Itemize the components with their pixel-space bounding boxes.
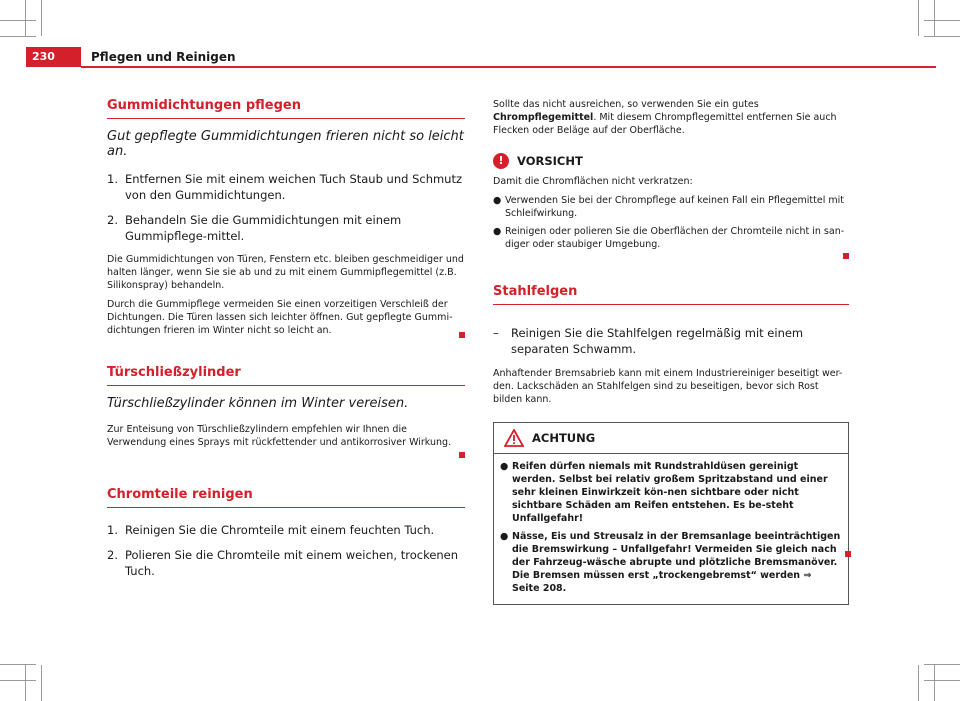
step-text: Polieren Sie die Chromteile mit einem weichen, trockenen Tuch.: [125, 548, 459, 578]
step-item: [107, 547, 465, 579]
caution-bullet: [493, 194, 849, 220]
crop-mark: [41, 665, 42, 701]
section-subheading: Gut gepflegte Gummidichtungen frieren nicht so leicht an.: [107, 129, 464, 159]
body-paragraph: Die Gummidichtungen von Türen, Fenstern etc. bleiben geschmeidiger und halten länger, wenn Sie sie ab und zu mit einem Gummipflegemittel (z.B. Silikonspray) behandeln.: [107, 254, 464, 291]
bullet-icon: ●: [493, 195, 502, 206]
body-paragraph: Anhaftender Bremsabrieb kann mit einem Industriereiniger beseitigt wer-den. Lackschäden an Stahlfelgen sind zu beseitigen, bevor sich Rost bilden kann.: [493, 368, 843, 405]
step-dash: –: [493, 326, 499, 340]
intro-text: Sollte das nicht ausreichen, so verwenden Sie ein gutes: [493, 99, 759, 110]
crop-mark: [934, 665, 935, 701]
crop-mark: [918, 0, 919, 36]
step-number: 2.: [107, 548, 118, 562]
crop-mark: [924, 664, 960, 665]
crop-mark: [924, 36, 960, 37]
warning-bullet: [500, 460, 842, 525]
crop-mark: [0, 680, 36, 681]
warning-box: [493, 422, 849, 605]
step-number: 1.: [107, 172, 118, 186]
warning-header: [494, 423, 848, 454]
step-number: 1.: [107, 523, 118, 537]
crop-mark: [924, 680, 960, 681]
end-marker-icon: [843, 253, 849, 259]
step-text: Reinigen Sie die Chromteile mit einem feuchten Tuch.: [125, 523, 435, 537]
section-subheading: Türschließzylinder können im Winter vereisen.: [107, 396, 409, 411]
crop-mark: [25, 665, 26, 701]
step-item: [107, 212, 465, 244]
header-rule: [81, 66, 936, 68]
bullet-icon: ●: [493, 226, 502, 237]
right-column: [493, 98, 849, 605]
bullet-icon: ●: [500, 461, 509, 472]
end-marker-icon: [459, 332, 465, 338]
step-text: Reinigen Sie die Stahlfelgen regelmäßig mit einem separaten Schwamm.: [511, 326, 804, 356]
step-text: Entfernen Sie mit einem weichen Tuch Staub und Schmutz von den Gummidichtungen.: [125, 172, 463, 202]
crop-mark: [0, 36, 36, 37]
section-heading-gummidichtungen: Gummidichtungen pflegen: [107, 98, 465, 119]
crop-mark: [934, 0, 935, 36]
warning-bullet: [500, 530, 842, 595]
step-item: [493, 325, 849, 357]
step-number: 2.: [107, 213, 118, 227]
section-heading-tuerschliesszylinder: Türschließzylinder: [107, 365, 465, 386]
chapter-title: Pflegen und Reinigen: [91, 50, 236, 64]
crop-mark: [0, 20, 36, 21]
intro-text-rest: . Mit diesem Chrompflegemittel entfernen Sie auch Flecken oder Beläge auf der Oberfläche.: [493, 112, 837, 136]
section-heading-stahlfelgen: Stahlfelgen: [493, 284, 849, 305]
bullet-text: Reifen dürfen niemals mit Rundstrahldüsen gereinigt werden. Selbst bei relativ großem Spritzabstand und einer sehr kleinen Einwirkzeit kön-nen sichtbare oder nicht sichtbare Schäden am Reifen entstehen. Es be-steht Unfallgefahr!: [512, 461, 828, 524]
crop-mark: [0, 664, 36, 665]
crop-mark: [41, 0, 42, 36]
warning-title: ACHTUNG: [532, 431, 596, 445]
bullet-text: Nässe, Eis und Streusalz in der Bremsanlage beeinträchtigen die Bremswirkung – Unfallgefahr! Vermeiden Sie gleich nach der Fahrzeug-wäsche abrupte und plötzliche Bremsmanöver. Die Bremsen müssen erst „trockengebremst“ werden ⇒ Seite 208.: [512, 531, 841, 594]
bullet-text: Reinigen oder polieren Sie die Oberflächen der Chromteile nicht in san-diger oder staubiger Umgebung.: [505, 226, 845, 250]
end-marker-icon: [459, 452, 465, 458]
intro-paragraph: [493, 98, 849, 137]
page-number: 230: [26, 47, 81, 67]
caution-lead: Damit die Chromflächen nicht verkratzen:: [493, 176, 693, 187]
section-heading-chromteile: Chromteile reinigen: [107, 487, 465, 508]
caution-exclamation-icon: !: [493, 153, 509, 169]
caution-header: [493, 153, 849, 169]
body-paragraph: Durch die Gummipflege vermeiden Sie einen vorzeitigen Verschleiß der Dichtungen. Die Türen lassen sich leichter öffnen. Gut gepflegte Gummi-dichtungen frieren im Winter nicht so leicht an.: [107, 299, 453, 336]
end-marker-icon: [845, 551, 851, 557]
bullet-icon: ●: [500, 531, 509, 542]
warning-triangle-icon: [504, 429, 524, 447]
step-item: [107, 522, 465, 538]
step-item: [107, 171, 465, 203]
caution-bullet: [493, 225, 849, 251]
caution-title: VORSICHT: [517, 154, 583, 168]
crop-mark: [25, 0, 26, 36]
step-text: Behandeln Sie die Gummidichtungen mit einem Gummipflege-mittel.: [125, 213, 402, 243]
bullet-text: Verwenden Sie bei der Chrompflege auf keinen Fall ein Pflegemittel mit Schleifwirkung.: [505, 195, 844, 219]
left-column: [107, 98, 465, 588]
warning-body: [494, 454, 848, 604]
crop-mark: [924, 20, 960, 21]
crop-mark: [918, 665, 919, 701]
body-paragraph: Zur Enteisung von Türschließzylindern empfehlen wir Ihnen die Verwendung eines Sprays mit rückfettender und antikorrosiver Wirkung.: [107, 424, 452, 448]
intro-bold-term: Chrompflegemittel: [493, 112, 594, 123]
